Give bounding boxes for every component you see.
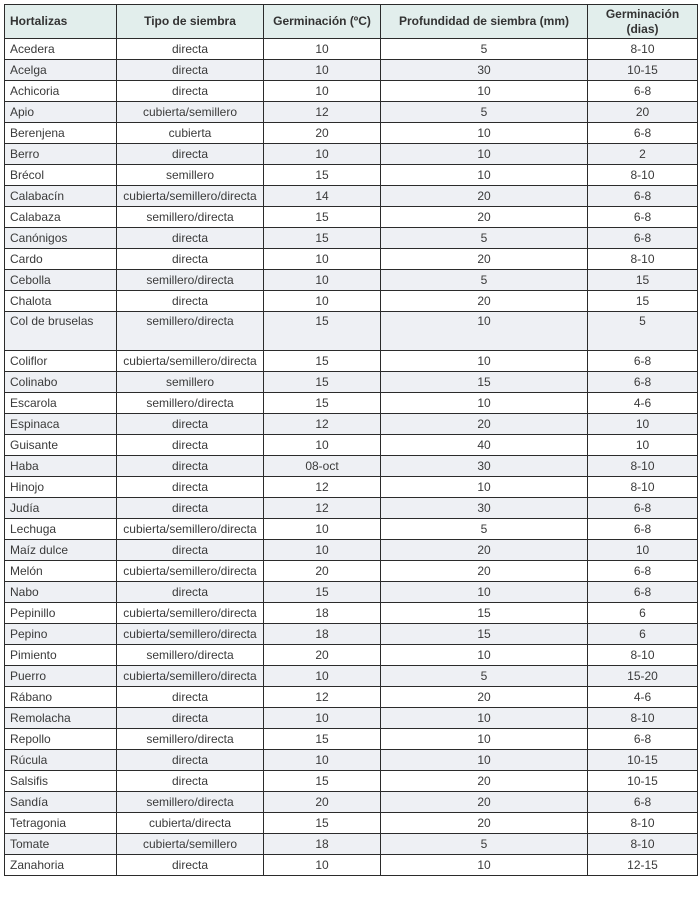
cell-hortaliza: Berenjena	[5, 123, 117, 144]
cell-tipo-de-siembra: semillero	[117, 372, 264, 393]
cell-profundidad-de-siembra: 5	[381, 666, 588, 687]
table-row	[5, 228, 698, 249]
table-row	[5, 624, 698, 645]
cell-hortaliza: Rúcula	[5, 750, 117, 771]
cell-germinacion-dias: 10-15	[588, 771, 698, 792]
table-row	[5, 666, 698, 687]
table-row	[5, 729, 698, 750]
cell-profundidad-de-siembra: 10	[381, 729, 588, 750]
table-row	[5, 60, 698, 81]
cell-hortaliza: Salsifis	[5, 771, 117, 792]
table-body	[5, 39, 698, 876]
cell-germinacion-dias: 6-8	[588, 372, 698, 393]
table-row	[5, 81, 698, 102]
table-row	[5, 498, 698, 519]
cell-profundidad-de-siembra: 5	[381, 39, 588, 60]
column-header-germinacion-celsius: Germinación (ºC)	[264, 5, 381, 39]
cell-tipo-de-siembra: directa	[117, 498, 264, 519]
cell-hortaliza: Tetragonia	[5, 813, 117, 834]
cell-hortaliza: Berro	[5, 144, 117, 165]
cell-germinacion-dias: 8-10	[588, 249, 698, 270]
column-header-germinacion-dias: Germinación (dias)	[588, 5, 698, 39]
cell-hortaliza: Repollo	[5, 729, 117, 750]
table-row	[5, 102, 698, 123]
cell-germinacion-celsius: 20	[264, 645, 381, 666]
cell-hortaliza: Rábano	[5, 687, 117, 708]
cell-tipo-de-siembra: directa	[117, 435, 264, 456]
cell-germinacion-dias: 10	[588, 435, 698, 456]
column-header-hortalizas: Hortalizas	[5, 5, 117, 39]
cell-germinacion-celsius: 12	[264, 498, 381, 519]
cell-germinacion-celsius: 10	[264, 855, 381, 876]
cell-germinacion-celsius: 20	[264, 561, 381, 582]
cell-germinacion-celsius: 15	[264, 771, 381, 792]
cell-germinacion-celsius: 10	[264, 39, 381, 60]
cell-hortaliza: Zanahoria	[5, 855, 117, 876]
cell-hortaliza: Canónigos	[5, 228, 117, 249]
cell-profundidad-de-siembra: 10	[381, 144, 588, 165]
cell-tipo-de-siembra: cubierta/semillero	[117, 102, 264, 123]
cell-germinacion-dias: 2	[588, 144, 698, 165]
cell-germinacion-celsius: 12	[264, 414, 381, 435]
cell-germinacion-dias: 8-10	[588, 645, 698, 666]
cell-profundidad-de-siembra: 30	[381, 498, 588, 519]
table-row	[5, 750, 698, 771]
cell-germinacion-dias: 5	[588, 312, 698, 351]
table-row	[5, 582, 698, 603]
cell-hortaliza: Escarola	[5, 393, 117, 414]
table-row	[5, 456, 698, 477]
cell-germinacion-dias: 10-15	[588, 60, 698, 81]
cell-germinacion-celsius: 15	[264, 582, 381, 603]
cell-hortaliza: Haba	[5, 456, 117, 477]
table-row	[5, 291, 698, 312]
cell-tipo-de-siembra: cubierta/semillero/directa	[117, 351, 264, 372]
cell-tipo-de-siembra: semillero	[117, 165, 264, 186]
cell-germinacion-celsius: 15	[264, 228, 381, 249]
cell-germinacion-dias: 15	[588, 291, 698, 312]
cell-profundidad-de-siembra: 10	[381, 165, 588, 186]
cell-germinacion-celsius: 10	[264, 270, 381, 291]
cell-germinacion-dias: 8-10	[588, 834, 698, 855]
cell-hortaliza: Cebolla	[5, 270, 117, 291]
cell-germinacion-dias: 6-8	[588, 228, 698, 249]
column-header-tipo-de-siembra: Tipo de siembra	[117, 5, 264, 39]
cell-germinacion-celsius: 10	[264, 291, 381, 312]
cell-hortaliza: Chalota	[5, 291, 117, 312]
cell-germinacion-celsius: 15	[264, 312, 381, 351]
table-row	[5, 708, 698, 729]
cell-germinacion-celsius: 15	[264, 207, 381, 228]
cell-germinacion-celsius: 10	[264, 60, 381, 81]
cell-tipo-de-siembra: directa	[117, 144, 264, 165]
cell-profundidad-de-siembra: 10	[381, 312, 588, 351]
cell-hortaliza: Acedera	[5, 39, 117, 60]
cell-germinacion-celsius: 10	[264, 540, 381, 561]
cell-germinacion-celsius: 20	[264, 123, 381, 144]
table-header-row	[5, 5, 698, 39]
cell-profundidad-de-siembra: 10	[381, 750, 588, 771]
cell-germinacion-dias: 6-8	[588, 498, 698, 519]
cell-germinacion-dias: 10	[588, 540, 698, 561]
cell-germinacion-celsius: 10	[264, 249, 381, 270]
cell-profundidad-de-siembra: 5	[381, 270, 588, 291]
cell-tipo-de-siembra: cubierta/semillero/directa	[117, 561, 264, 582]
cell-germinacion-celsius: 10	[264, 666, 381, 687]
cell-hortaliza: Remolacha	[5, 708, 117, 729]
cell-profundidad-de-siembra: 20	[381, 561, 588, 582]
table-row	[5, 540, 698, 561]
cell-profundidad-de-siembra: 10	[381, 123, 588, 144]
cell-profundidad-de-siembra: 20	[381, 249, 588, 270]
cell-germinacion-celsius: 10	[264, 435, 381, 456]
cell-tipo-de-siembra: directa	[117, 81, 264, 102]
cell-tipo-de-siembra: directa	[117, 456, 264, 477]
cell-germinacion-dias: 8-10	[588, 813, 698, 834]
cell-hortaliza: Acelga	[5, 60, 117, 81]
cell-germinacion-dias: 6	[588, 603, 698, 624]
table-header	[5, 5, 698, 39]
cell-hortaliza: Lechuga	[5, 519, 117, 540]
cell-germinacion-dias: 4-6	[588, 393, 698, 414]
cell-profundidad-de-siembra: 20	[381, 414, 588, 435]
cell-tipo-de-siembra: cubierta/semillero/directa	[117, 666, 264, 687]
cell-tipo-de-siembra: cubierta/directa	[117, 813, 264, 834]
cell-germinacion-celsius: 20	[264, 792, 381, 813]
cell-hortaliza: Nabo	[5, 582, 117, 603]
cell-germinacion-dias: 6	[588, 624, 698, 645]
cell-profundidad-de-siembra: 20	[381, 792, 588, 813]
cell-tipo-de-siembra: cubierta/semillero/directa	[117, 186, 264, 207]
cell-hortaliza: Melón	[5, 561, 117, 582]
cell-profundidad-de-siembra: 40	[381, 435, 588, 456]
cell-tipo-de-siembra: semillero/directa	[117, 792, 264, 813]
cell-hortaliza: Cardo	[5, 249, 117, 270]
cell-hortaliza: Pepino	[5, 624, 117, 645]
cell-germinacion-dias: 6-8	[588, 792, 698, 813]
cell-profundidad-de-siembra: 20	[381, 207, 588, 228]
cell-germinacion-dias: 8-10	[588, 477, 698, 498]
table-row	[5, 144, 698, 165]
cell-hortaliza: Guisante	[5, 435, 117, 456]
cell-profundidad-de-siembra: 15	[381, 624, 588, 645]
cell-profundidad-de-siembra: 10	[381, 708, 588, 729]
cell-germinacion-dias: 6-8	[588, 561, 698, 582]
cell-profundidad-de-siembra: 20	[381, 687, 588, 708]
cell-profundidad-de-siembra: 10	[381, 393, 588, 414]
cell-profundidad-de-siembra: 10	[381, 351, 588, 372]
cell-profundidad-de-siembra: 5	[381, 228, 588, 249]
column-header-profundidad-de-siembra: Profundidad de siembra (mm)	[381, 5, 588, 39]
cell-germinacion-celsius: 12	[264, 687, 381, 708]
table-row	[5, 249, 698, 270]
cell-hortaliza: Brécol	[5, 165, 117, 186]
cell-hortaliza: Colinabo	[5, 372, 117, 393]
cell-hortaliza: Apio	[5, 102, 117, 123]
cell-germinacion-dias: 6-8	[588, 186, 698, 207]
cell-tipo-de-siembra: cubierta	[117, 123, 264, 144]
cell-germinacion-celsius: 18	[264, 834, 381, 855]
table-row	[5, 165, 698, 186]
cell-hortaliza: Calabacín	[5, 186, 117, 207]
cell-germinacion-celsius: 15	[264, 813, 381, 834]
cell-tipo-de-siembra: semillero/directa	[117, 270, 264, 291]
cell-profundidad-de-siembra: 30	[381, 60, 588, 81]
table-row	[5, 186, 698, 207]
cell-tipo-de-siembra: cubierta/semillero	[117, 834, 264, 855]
cell-germinacion-dias: 6-8	[588, 351, 698, 372]
cell-germinacion-celsius: 10	[264, 519, 381, 540]
cell-tipo-de-siembra: directa	[117, 249, 264, 270]
table-row	[5, 207, 698, 228]
cell-hortaliza: Calabaza	[5, 207, 117, 228]
cell-germinacion-celsius: 10	[264, 750, 381, 771]
cell-tipo-de-siembra: cubierta/semillero/directa	[117, 603, 264, 624]
cell-profundidad-de-siembra: 10	[381, 582, 588, 603]
cell-germinacion-dias: 6-8	[588, 81, 698, 102]
cell-tipo-de-siembra: cubierta/semillero/directa	[117, 624, 264, 645]
cell-germinacion-celsius: 10	[264, 144, 381, 165]
cell-tipo-de-siembra: directa	[117, 228, 264, 249]
cell-profundidad-de-siembra: 5	[381, 519, 588, 540]
cell-profundidad-de-siembra: 30	[381, 456, 588, 477]
cell-hortaliza: Judía	[5, 498, 117, 519]
table-row	[5, 792, 698, 813]
table-row	[5, 270, 698, 291]
table-row	[5, 834, 698, 855]
table-row	[5, 561, 698, 582]
cell-tipo-de-siembra: directa	[117, 708, 264, 729]
cell-germinacion-dias: 8-10	[588, 708, 698, 729]
cell-profundidad-de-siembra: 15	[381, 372, 588, 393]
cell-germinacion-dias: 6-8	[588, 519, 698, 540]
cell-hortaliza: Coliflor	[5, 351, 117, 372]
cell-hortaliza: Tomate	[5, 834, 117, 855]
cell-germinacion-celsius: 10	[264, 708, 381, 729]
table-row	[5, 645, 698, 666]
cell-tipo-de-siembra: semillero/directa	[117, 312, 264, 351]
table-row	[5, 435, 698, 456]
cell-tipo-de-siembra: directa	[117, 477, 264, 498]
cell-germinacion-celsius: 15	[264, 372, 381, 393]
cell-tipo-de-siembra: directa	[117, 60, 264, 81]
cell-tipo-de-siembra: directa	[117, 291, 264, 312]
cell-tipo-de-siembra: directa	[117, 414, 264, 435]
cell-tipo-de-siembra: semillero/directa	[117, 645, 264, 666]
table-row	[5, 855, 698, 876]
table-row	[5, 393, 698, 414]
cell-germinacion-dias: 6-8	[588, 729, 698, 750]
cell-tipo-de-siembra: directa	[117, 750, 264, 771]
cell-profundidad-de-siembra: 20	[381, 771, 588, 792]
cell-germinacion-dias: 6-8	[588, 123, 698, 144]
cell-tipo-de-siembra: directa	[117, 771, 264, 792]
cell-tipo-de-siembra: directa	[117, 39, 264, 60]
cell-profundidad-de-siembra: 20	[381, 186, 588, 207]
cell-germinacion-dias: 8-10	[588, 39, 698, 60]
table-row	[5, 771, 698, 792]
cell-germinacion-dias: 15	[588, 270, 698, 291]
cell-germinacion-dias: 15-20	[588, 666, 698, 687]
cell-hortaliza: Sandía	[5, 792, 117, 813]
table-row	[5, 312, 698, 351]
cell-germinacion-dias: 8-10	[588, 456, 698, 477]
cell-tipo-de-siembra: directa	[117, 540, 264, 561]
cell-germinacion-dias: 10	[588, 414, 698, 435]
cell-profundidad-de-siembra: 20	[381, 813, 588, 834]
cell-profundidad-de-siembra: 10	[381, 645, 588, 666]
cell-hortaliza: Achicoria	[5, 81, 117, 102]
cell-tipo-de-siembra: directa	[117, 687, 264, 708]
cell-hortaliza: Espinaca	[5, 414, 117, 435]
cell-tipo-de-siembra: semillero/directa	[117, 393, 264, 414]
cell-germinacion-dias: 8-10	[588, 165, 698, 186]
table-row	[5, 813, 698, 834]
cell-profundidad-de-siembra: 20	[381, 291, 588, 312]
cell-germinacion-dias: 10-15	[588, 750, 698, 771]
cell-tipo-de-siembra: directa	[117, 855, 264, 876]
cell-germinacion-celsius: 15	[264, 165, 381, 186]
cell-germinacion-celsius: 12	[264, 102, 381, 123]
table-row	[5, 477, 698, 498]
table-row	[5, 372, 698, 393]
cell-profundidad-de-siembra: 5	[381, 102, 588, 123]
cell-profundidad-de-siembra: 10	[381, 855, 588, 876]
table-row	[5, 123, 698, 144]
cell-profundidad-de-siembra: 10	[381, 81, 588, 102]
cell-germinacion-celsius: 15	[264, 393, 381, 414]
table-row	[5, 603, 698, 624]
cell-germinacion-dias: 6-8	[588, 207, 698, 228]
cell-tipo-de-siembra: semillero/directa	[117, 729, 264, 750]
cell-germinacion-celsius: 08-oct	[264, 456, 381, 477]
cell-germinacion-celsius: 18	[264, 624, 381, 645]
cell-hortaliza: Maíz dulce	[5, 540, 117, 561]
cell-germinacion-celsius: 12	[264, 477, 381, 498]
cell-hortaliza: Pimiento	[5, 645, 117, 666]
cell-profundidad-de-siembra: 20	[381, 540, 588, 561]
cell-germinacion-dias: 20	[588, 102, 698, 123]
cell-germinacion-dias: 4-6	[588, 687, 698, 708]
cell-hortaliza: Pepinillo	[5, 603, 117, 624]
cell-tipo-de-siembra: directa	[117, 582, 264, 603]
cell-germinacion-dias: 12-15	[588, 855, 698, 876]
cell-germinacion-celsius: 18	[264, 603, 381, 624]
cell-germinacion-celsius: 14	[264, 186, 381, 207]
cell-germinacion-dias: 6-8	[588, 582, 698, 603]
cell-hortaliza: Col de bruselas	[5, 312, 117, 351]
cell-tipo-de-siembra: cubierta/semillero/directa	[117, 519, 264, 540]
cell-profundidad-de-siembra: 10	[381, 477, 588, 498]
cell-profundidad-de-siembra: 15	[381, 603, 588, 624]
cell-hortaliza: Puerro	[5, 666, 117, 687]
cell-germinacion-celsius: 15	[264, 729, 381, 750]
table-row	[5, 519, 698, 540]
cell-profundidad-de-siembra: 5	[381, 834, 588, 855]
table-row	[5, 351, 698, 372]
cell-tipo-de-siembra: semillero/directa	[117, 207, 264, 228]
vegetable-sowing-table	[4, 4, 698, 876]
table-row	[5, 687, 698, 708]
table-row	[5, 39, 698, 60]
cell-germinacion-celsius: 15	[264, 351, 381, 372]
cell-germinacion-celsius: 10	[264, 81, 381, 102]
cell-hortaliza: Hinojo	[5, 477, 117, 498]
table-row	[5, 414, 698, 435]
